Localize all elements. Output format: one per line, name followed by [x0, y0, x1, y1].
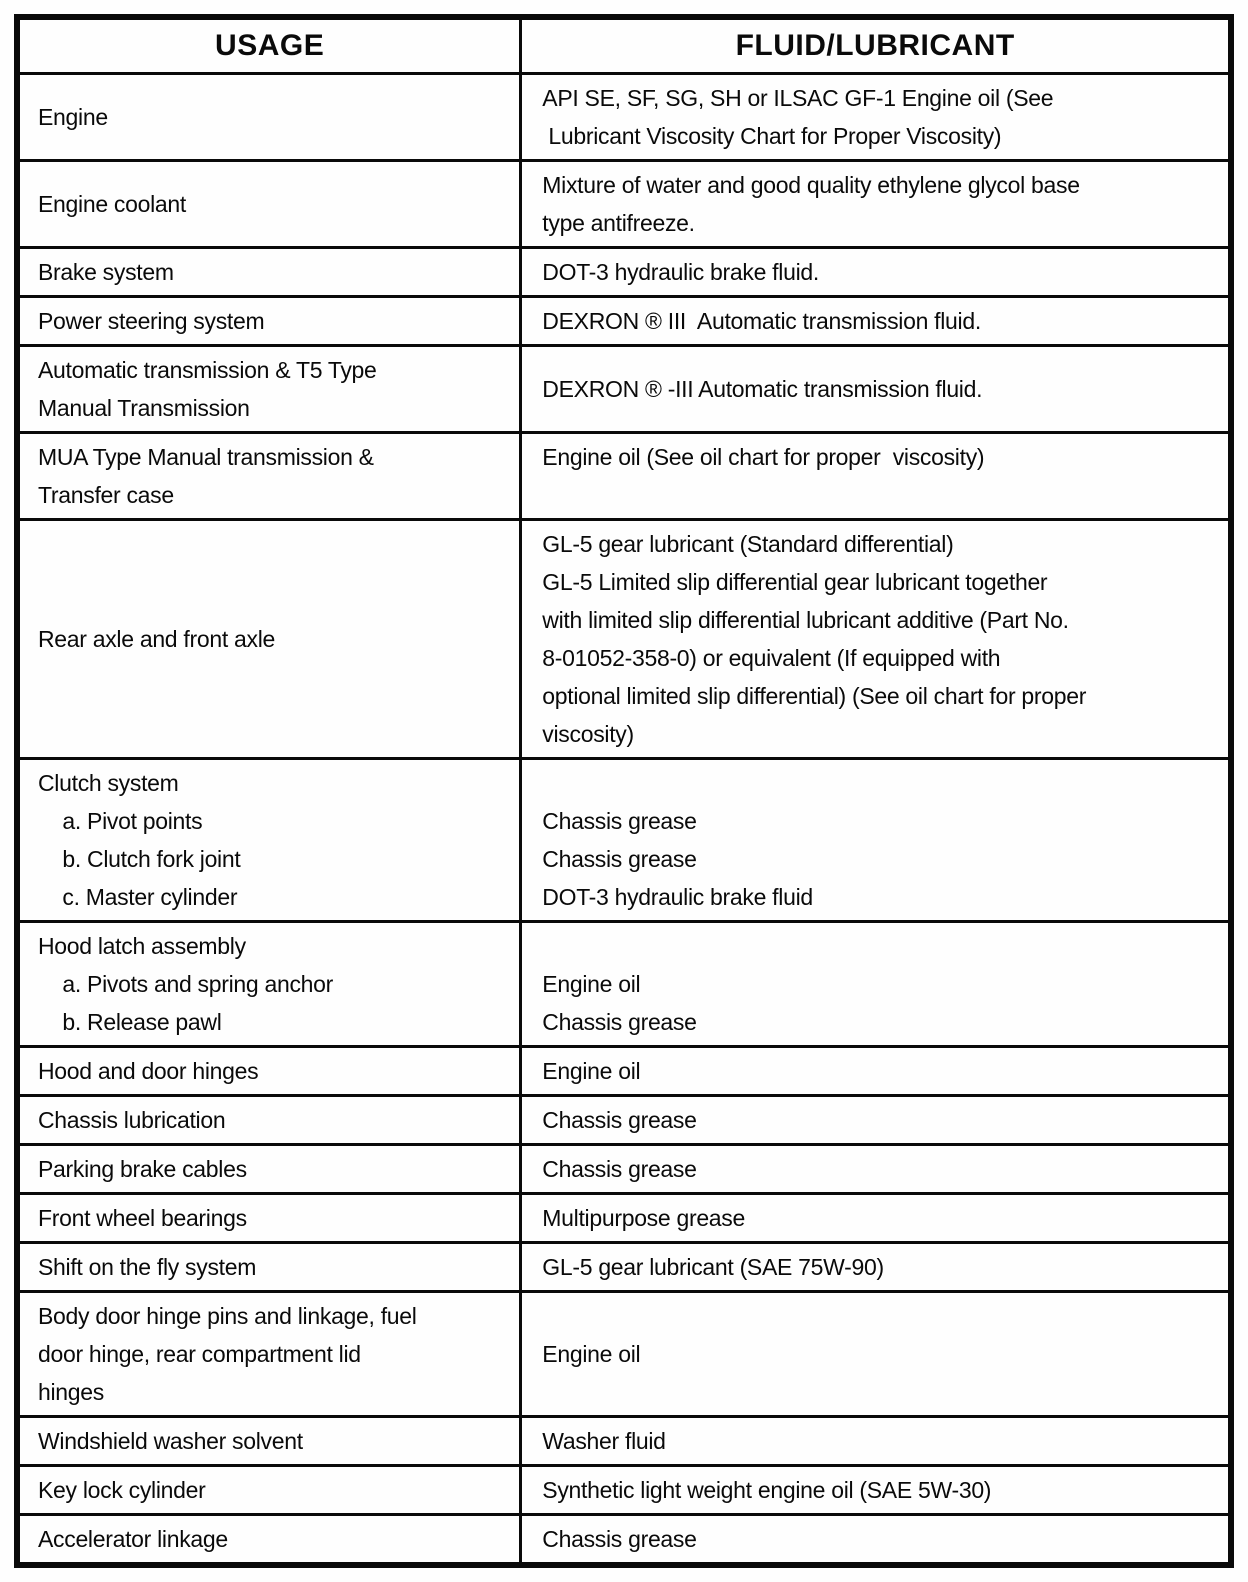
table-row — [17, 1466, 1231, 1515]
cell-line: Chassis grease — [542, 846, 697, 872]
fluid-cell — [521, 1096, 1231, 1145]
fluid-cell — [521, 248, 1231, 297]
cell-line: Engine — [38, 104, 108, 130]
cell-line: c. Master cylinder — [38, 884, 238, 910]
cell-line: Shift on the fly system — [38, 1254, 257, 1280]
cell-line: a. Pivots and spring anchor — [38, 971, 333, 997]
usage-cell — [17, 1047, 521, 1096]
table-row — [17, 74, 1231, 161]
cell-line: GL-5 Limited slip differential gear lubricant together — [542, 569, 1048, 595]
usage-cell — [17, 520, 521, 759]
cell-line: Chassis grease — [542, 1526, 697, 1552]
usage-cell — [17, 1515, 521, 1566]
fluid-cell — [521, 1243, 1231, 1292]
table-row — [17, 1047, 1231, 1096]
cell-line: Mixture of water and good quality ethylene glycol base — [542, 172, 1080, 198]
cell-line: door hinge, rear compartment lid — [38, 1341, 361, 1367]
cell-line: Chassis grease — [542, 808, 697, 834]
cell-line — [542, 927, 1214, 965]
cell-line: optional limited slip differential) (See oil chart for proper — [542, 683, 1087, 709]
table-row — [17, 1194, 1231, 1243]
table-row — [17, 248, 1231, 297]
fluid-cell — [521, 1417, 1231, 1466]
table-row — [17, 433, 1231, 520]
cell-line: viscosity) — [542, 721, 634, 747]
cell-line: Parking brake cables — [38, 1156, 247, 1182]
cell-line: Engine oil — [542, 971, 641, 997]
cell-line: Multipurpose grease — [542, 1205, 745, 1231]
fluids-table — [14, 14, 1234, 1568]
fluid-cell — [521, 922, 1231, 1047]
cell-line: 8-01052-358-0) or equivalent (If equipped with — [542, 645, 1001, 671]
table-row — [17, 1145, 1231, 1194]
cell-line — [542, 764, 1214, 802]
usage-cell — [17, 297, 521, 346]
header-row — [17, 17, 1231, 74]
cell-line: Hood latch assembly — [38, 933, 246, 959]
fluid-cell — [521, 346, 1231, 433]
table-row — [17, 161, 1231, 248]
usage-cell — [17, 1417, 521, 1466]
cell-line: Windshield washer solvent — [38, 1428, 303, 1454]
cell-line: with limited slip differential lubricant additive (Part No. — [542, 607, 1069, 633]
cell-line: Transfer case — [38, 482, 174, 508]
cell-line: Accelerator linkage — [38, 1526, 228, 1552]
usage-cell — [17, 161, 521, 248]
cell-line: Body door hinge pins and linkage, fuel — [38, 1303, 417, 1329]
usage-cell — [17, 1145, 521, 1194]
table-row — [17, 520, 1231, 759]
column-header-fluid: FLUID/LUBRICANT — [521, 17, 1231, 74]
table-row — [17, 346, 1231, 433]
fluid-cell — [521, 520, 1231, 759]
table-header — [17, 17, 1231, 74]
cell-line: MUA Type Manual transmission & — [38, 444, 374, 470]
cell-line: GL-5 gear lubricant (SAE 75W-90) — [542, 1254, 884, 1280]
cell-line: a. Pivot points — [38, 808, 203, 834]
column-header-usage: USAGE — [17, 17, 521, 74]
cell-line: Engine oil — [542, 1341, 641, 1367]
cell-line: Hood and door hinges — [38, 1058, 259, 1084]
cell-line: Automatic transmission & T5 Type — [38, 357, 377, 383]
usage-cell — [17, 74, 521, 161]
fluid-cell — [521, 74, 1231, 161]
cell-line: Front wheel bearings — [38, 1205, 247, 1231]
fluid-cell — [521, 433, 1231, 520]
cell-line: API SE, SF, SG, SH or ILSAC GF-1 Engine oil (See — [542, 85, 1054, 111]
cell-line: Manual Transmission — [38, 395, 250, 421]
usage-cell — [17, 433, 521, 520]
fluid-cell — [521, 1466, 1231, 1515]
usage-cell — [17, 1292, 521, 1417]
usage-cell — [17, 1243, 521, 1292]
cell-line: DOT-3 hydraulic brake fluid. — [542, 259, 819, 285]
cell-line: Chassis grease — [542, 1009, 697, 1035]
fluid-cell — [521, 1194, 1231, 1243]
table-body — [17, 74, 1231, 1566]
table-row — [17, 1292, 1231, 1417]
table-row — [17, 1096, 1231, 1145]
usage-cell — [17, 1194, 521, 1243]
cell-line: GL-5 gear lubricant (Standard differential) — [542, 531, 954, 557]
table-row — [17, 922, 1231, 1047]
cell-line: Engine oil — [542, 1058, 641, 1084]
fluid-cell — [521, 1145, 1231, 1194]
cell-line: Chassis lubrication — [38, 1107, 226, 1133]
cell-line: DEXRON ® III Automatic transmission fluid. — [542, 308, 981, 334]
fluid-cell — [521, 161, 1231, 248]
cell-line — [542, 476, 1214, 514]
fluid-cell — [521, 1047, 1231, 1096]
table-row — [17, 297, 1231, 346]
usage-cell — [17, 1466, 521, 1515]
cell-line: Synthetic light weight engine oil (SAE 5W-30) — [542, 1477, 992, 1503]
usage-cell — [17, 922, 521, 1047]
cell-line: Clutch system — [38, 770, 179, 796]
usage-cell — [17, 759, 521, 922]
cell-line: Washer fluid — [542, 1428, 666, 1454]
cell-line: Rear axle and front axle — [38, 626, 275, 652]
cell-line: Key lock cylinder — [38, 1477, 206, 1503]
table-row — [17, 759, 1231, 922]
cell-line: DOT-3 hydraulic brake fluid — [542, 884, 813, 910]
cell-line: Power steering system — [38, 308, 265, 334]
cell-line: Engine oil (See oil chart for proper viscosity) — [542, 444, 985, 470]
table-row — [17, 1417, 1231, 1466]
cell-line: b. Clutch fork joint — [38, 846, 241, 872]
fluid-cell — [521, 759, 1231, 922]
fluid-cell — [521, 1515, 1231, 1566]
cell-line: b. Release pawl — [38, 1009, 222, 1035]
cell-line: Brake system — [38, 259, 174, 285]
table-row — [17, 1515, 1231, 1566]
cell-line: Chassis grease — [542, 1156, 697, 1182]
cell-line: DEXRON ® -III Automatic transmission fluid. — [542, 376, 983, 402]
cell-line: Lubricant Viscosity Chart for Proper Viscosity) — [542, 123, 1002, 149]
fluid-cell — [521, 297, 1231, 346]
fluid-cell — [521, 1292, 1231, 1417]
usage-cell — [17, 248, 521, 297]
cell-line: Chassis grease — [542, 1107, 697, 1133]
usage-cell — [17, 346, 521, 433]
table-row — [17, 1243, 1231, 1292]
usage-cell — [17, 1096, 521, 1145]
cell-line: type antifreeze. — [542, 210, 695, 236]
cell-line: Engine coolant — [38, 191, 186, 217]
cell-line: hinges — [38, 1379, 104, 1405]
